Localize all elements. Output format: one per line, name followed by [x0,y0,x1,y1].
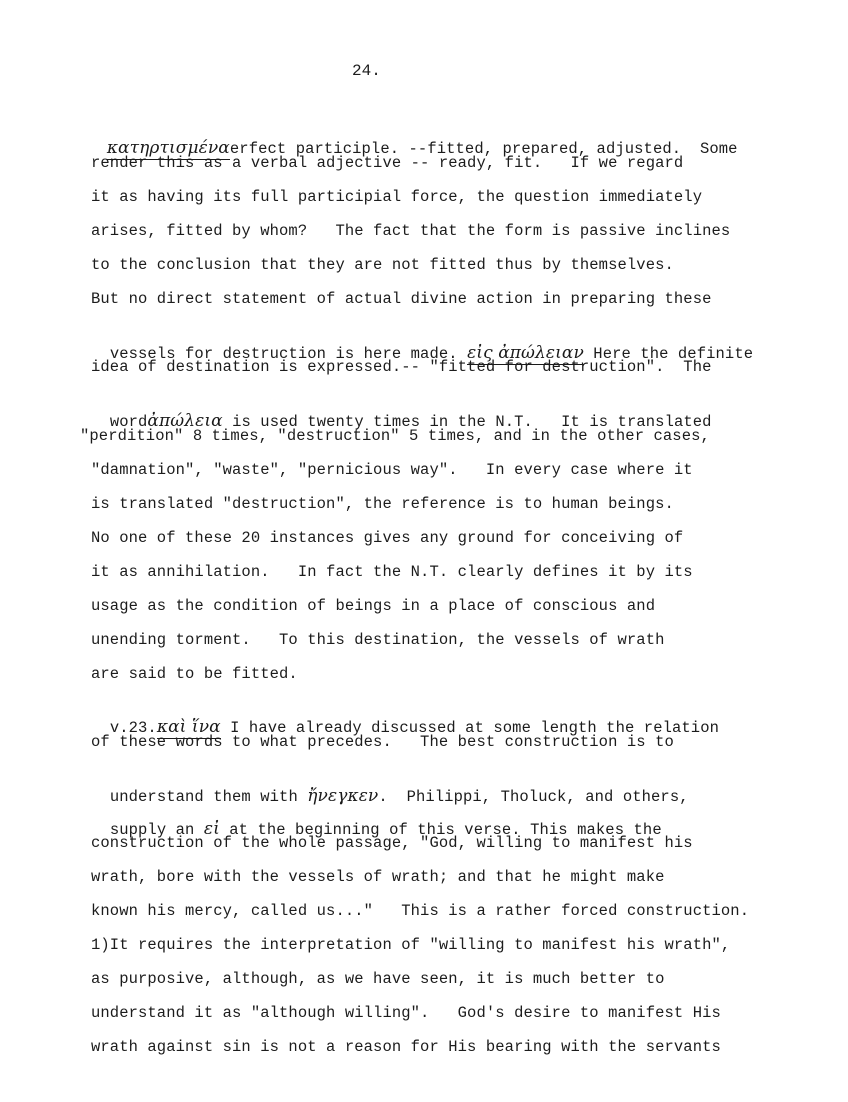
text-line: render this as a verbal adjective -- ready, fit. If we regard [91,154,684,172]
text-line: idea of destination is expressed.-- "fitted for destruction". The [91,358,712,376]
text-line: 1)It requires the interpretation of "willing to manifest his wrath", [91,936,731,954]
text-line: understand them with ἤνεγκεν. Philippi, Tholuck, and others, [109,786,689,806]
verse-ref: v.23. [109,719,157,737]
text-line: unending torment. To this destination, the vessels of wrath [91,631,665,649]
text-line: "perdition" 8 times, "destruction" 5 times, and in the other cases, [80,427,710,445]
line-text: is used twenty times in the N.T. It is translated [232,413,712,431]
greek-handwritten-ei: εἰ [203,819,220,839]
text-line: No one of these 20 instances gives any ground for conceiving of [91,529,684,547]
text-line: understand it as "although willing". God's desire to manifest His [91,1004,721,1022]
greek-handwritten-eis-apoleian: εἰς ἀπώλειαν [467,343,584,363]
text-line: of these words to what precedes. The best construction is to [91,733,674,751]
text-line: known his mercy, called us..." This is a rather forced construction. [91,902,750,920]
line-text: at the beginning of this verse. This makes the [229,821,662,839]
text-line: "damnation", "waste", "pernicious way". In every case where it [91,461,693,479]
text-line: wrath against sin is not a reason for His bearing with the servants [91,1038,721,1056]
greek-handwritten-apoleia: ἀπώλεια [147,411,223,431]
line-text: erfect participle. --fitted, prepared, adjusted. Some [229,140,738,158]
text-line: But no direct statement of actual divine action in preparing these [91,290,712,308]
text-line: as purposive, although, as we have seen, it is much better to [91,970,665,988]
greek-handwritten-kai-hina: καὶ ἵνα [156,717,221,737]
line-text: vessels for destruction is here made. [109,345,458,363]
line-text: Here the definite [593,345,754,363]
text-line: to the conclusion that they are not fitted thus by themselves. [91,256,674,274]
line-text: word [109,413,148,431]
line-text: Philippi, Tholuck, and others, [406,788,689,806]
greek-handwritten-katertismena: κατηρτισμένα [106,138,230,158]
text-line: it as annihilation. In fact the N.T. clearly defines it by its [91,563,693,581]
text-line: arises, fitted by whom? The fact that the form is passive inclines [91,222,731,240]
line-text: I have already discussed at some length the relation [230,719,720,737]
text-line: are said to be fitted. [91,665,298,683]
text-line: construction of the whole passage, "God, willing to manifest his [91,834,693,852]
text-line: wrath, bore with the vessels of wrath; and that he might make [91,868,665,886]
line-text: supply an [109,821,195,839]
line-text: understand them with [109,788,298,806]
text-line: it as having its full participial force, the question immediately [91,188,703,206]
text-line: usage as the condition of beings in a place of conscious and [91,597,656,615]
greek-handwritten-enegken: ἤνεγκεν [307,786,379,806]
page-number: 24. [352,62,381,80]
text-line: is translated "destruction", the reference is to human beings. [91,495,674,513]
